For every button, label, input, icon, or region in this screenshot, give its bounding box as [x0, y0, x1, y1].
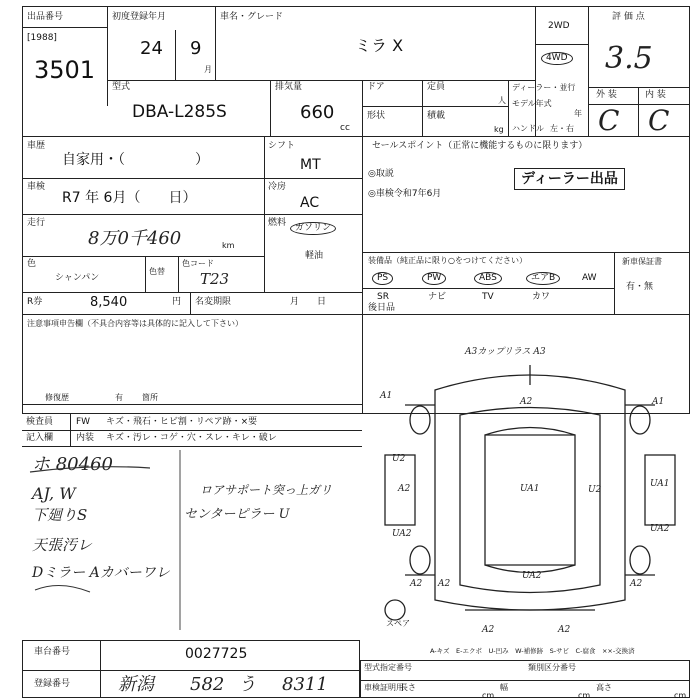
model-year-unit: 年 — [574, 109, 582, 118]
length-label: 長さ — [400, 683, 416, 692]
color-change-label: 色替 — [149, 267, 165, 276]
doc-deadline-value: 月 日 — [290, 297, 327, 307]
door-label: ドア — [367, 82, 385, 92]
dealer-badge: ディーラー出品 — [514, 168, 625, 190]
capacity-label: 定員 — [427, 82, 446, 92]
inspector-label-2: 記入欄 — [26, 433, 54, 443]
lot-number: 3501 — [34, 56, 96, 84]
first-reg-year: 24 — [140, 38, 163, 59]
model-label: 型式 — [112, 82, 131, 92]
dealer-import-label: ディーラー・並行 — [512, 83, 576, 92]
damage-mark-7: A2 — [398, 484, 411, 494]
fuel-diesel: 軽油 — [305, 251, 324, 261]
first-reg-month-unit: 月 — [204, 65, 212, 74]
displacement-unit: cc — [340, 123, 350, 133]
spare-label: スペア — [386, 619, 410, 628]
hand-note-right-2: センターピラー U — [184, 507, 290, 522]
reg-class: 582 — [190, 674, 225, 695]
equip-aw: AW — [582, 273, 597, 283]
cm-1: cm — [482, 691, 495, 700]
damage-mark-6: U2 — [588, 485, 602, 495]
exterior-label: 外 装 — [596, 90, 617, 100]
chassis-value: 0027725 — [185, 646, 248, 662]
hand-note-3: 下廻りS — [32, 506, 88, 524]
drive-2wd: 2WD — [548, 21, 570, 31]
inspector-row1-tag: FW — [76, 417, 91, 427]
color-value: シャンパン — [55, 273, 100, 283]
equipment-label: 装備品（純正品に限り○をつけてください） — [368, 256, 527, 265]
damage-mark-5: UA1 — [520, 484, 540, 494]
first-reg-month: 9 — [190, 38, 202, 59]
damage-mark-16: A2 — [558, 625, 571, 635]
load-label: 積載 — [427, 111, 446, 121]
doc-deadline-label: 名変期限 — [195, 297, 232, 307]
reg-region: 新潟 — [118, 674, 154, 695]
mileage-label: 走行 — [27, 218, 46, 228]
damage-mark-15: A2 — [482, 625, 495, 635]
damage-mark-14: A2 — [630, 579, 643, 589]
color-code-label: 色コード — [182, 259, 214, 268]
category-label: 類別区分番号 — [528, 663, 576, 672]
notes-label: 注意事項申告欄（不具合内容等は具体的に記入して下さい） — [27, 319, 243, 328]
recycle-unit: 円 — [172, 297, 182, 307]
repair-location: 箇所 — [142, 393, 158, 402]
inspector-row1-text: キズ・飛石・ヒビ割・リペア跡・×要 — [106, 417, 258, 427]
drive-4wd: 4WD — [541, 52, 573, 65]
equip-sr: SR — [377, 292, 389, 302]
damage-mark-1: A1 — [380, 391, 393, 401]
model-code: DBA-L285S — [132, 102, 227, 122]
sales-point-2: ◎車検令和7年6月 — [368, 189, 442, 199]
car-name: ミラ X — [355, 36, 404, 55]
shift-label: シフト — [268, 141, 296, 151]
rear-seat-label: 後日品 — [368, 303, 396, 313]
fuel-label: 燃料 — [268, 218, 287, 228]
warranty-label: 新車保証書 — [622, 257, 662, 266]
color-code-value: T23 — [200, 270, 230, 288]
mileage-unit: km — [222, 241, 235, 250]
inspector-row2-text: キズ・汚レ・コゲ・穴・スレ・キレ・破レ — [106, 433, 277, 443]
eval-label: 評 価 点 — [612, 12, 645, 22]
load-unit: kg — [494, 125, 504, 134]
hand-note-4: 天張汚レ — [32, 536, 93, 554]
cm-2: cm — [578, 691, 591, 700]
damage-legend: A-キズ E-エクボ U-凹み W-補修跡 S-サビ C-腐食 ××-交換済 — [430, 647, 635, 655]
equip-abs: ABS — [474, 272, 502, 285]
reg-hira: う — [238, 674, 256, 695]
hand-note-strokes — [0, 430, 360, 660]
equip-pw: PW — [422, 272, 446, 285]
inspector-row2-tag: 内装 — [76, 433, 95, 443]
displacement-label: 排気量 — [275, 82, 303, 92]
damage-mark-12: A2 — [438, 579, 451, 589]
model-designation-label: 型式指定番号 — [364, 663, 412, 672]
history-value: 自家用・（ ） — [62, 152, 209, 168]
handle-options: 左・右 — [550, 124, 574, 133]
color-label: 色 — [27, 259, 37, 269]
damage-mark-3: A1 — [652, 397, 665, 407]
sales-points-label: セールスポイント（正常に機能するものに限ります） — [372, 141, 588, 151]
cert-label: 車検証明用 — [364, 683, 404, 692]
eval-score: 3.5 — [605, 41, 653, 76]
damage-mark-2: A2 — [520, 397, 533, 407]
width-label: 幅 — [500, 683, 508, 692]
capacity-unit: 人 — [498, 96, 506, 105]
repair-label: 修復歴 — [45, 393, 69, 402]
diagram-top-label: A3カップリラス A3 — [465, 347, 546, 357]
sales-point-1: ◎取説 — [368, 169, 394, 179]
height-label: 高さ — [596, 683, 612, 692]
damage-mark-10: UA2 — [650, 524, 670, 534]
equip-navi: ナビ — [428, 292, 447, 302]
model-year-label: モデル年式 — [512, 99, 552, 108]
reg-label: 登録番号 — [34, 679, 71, 689]
recycle-value: 8,540 — [90, 295, 128, 310]
car-name-label: 車名・グレード — [220, 12, 284, 22]
first-reg-label: 初度登録年月 — [112, 12, 167, 22]
lot-label: 出品番号 — [27, 12, 64, 22]
exterior-grade: C — [598, 104, 620, 137]
recycle-label: R券 — [27, 297, 43, 307]
equip-leather: カワ — [532, 292, 551, 302]
interior-label: 内 装 — [645, 90, 666, 100]
inspector-label-1: 検査員 — [26, 417, 54, 427]
damage-mark-8: UA1 — [650, 479, 670, 489]
hand-note-1: ホ 80460 — [32, 454, 113, 475]
equip-ps: PS — [372, 272, 393, 285]
hand-note-2: AJ, W — [32, 484, 76, 503]
damage-mark-9: UA2 — [392, 529, 412, 539]
damage-mark-13: UA2 — [522, 571, 542, 581]
mileage-value: 8万0千460 — [88, 228, 182, 249]
displacement: 660 — [300, 102, 335, 123]
damage-mark-4: U2 — [392, 454, 406, 464]
equip-tv: TV — [482, 292, 494, 302]
reg-number: 8311 — [282, 674, 328, 695]
handle-label: ハンドル — [512, 124, 544, 133]
inspection-value: R7 年 6月（ 日） — [62, 190, 197, 206]
cm-3: cm — [674, 691, 687, 700]
history-label: 車歴 — [27, 141, 46, 151]
ac-value: AC — [300, 195, 320, 211]
damage-mark-11: A2 — [410, 579, 423, 589]
equip-airbag: エアB — [526, 272, 560, 285]
shape-label: 形状 — [367, 111, 386, 121]
fuel-gasoline: ガソリン — [290, 222, 336, 235]
inspection-label: 車検 — [27, 182, 46, 192]
lot-sub: [1988] — [27, 33, 57, 43]
warranty-value: 有・無 — [626, 282, 654, 292]
ac-label: 冷房 — [268, 182, 287, 192]
repair-value: 有 — [115, 393, 123, 402]
interior-grade: C — [648, 104, 670, 137]
hand-note-right-1: ロアサポート突っ上ガリ — [200, 483, 333, 497]
hand-note-5: Dミラー Aカバーワレ — [32, 565, 170, 581]
shift-value: MT — [300, 157, 321, 173]
chassis-label: 車台番号 — [34, 647, 71, 657]
